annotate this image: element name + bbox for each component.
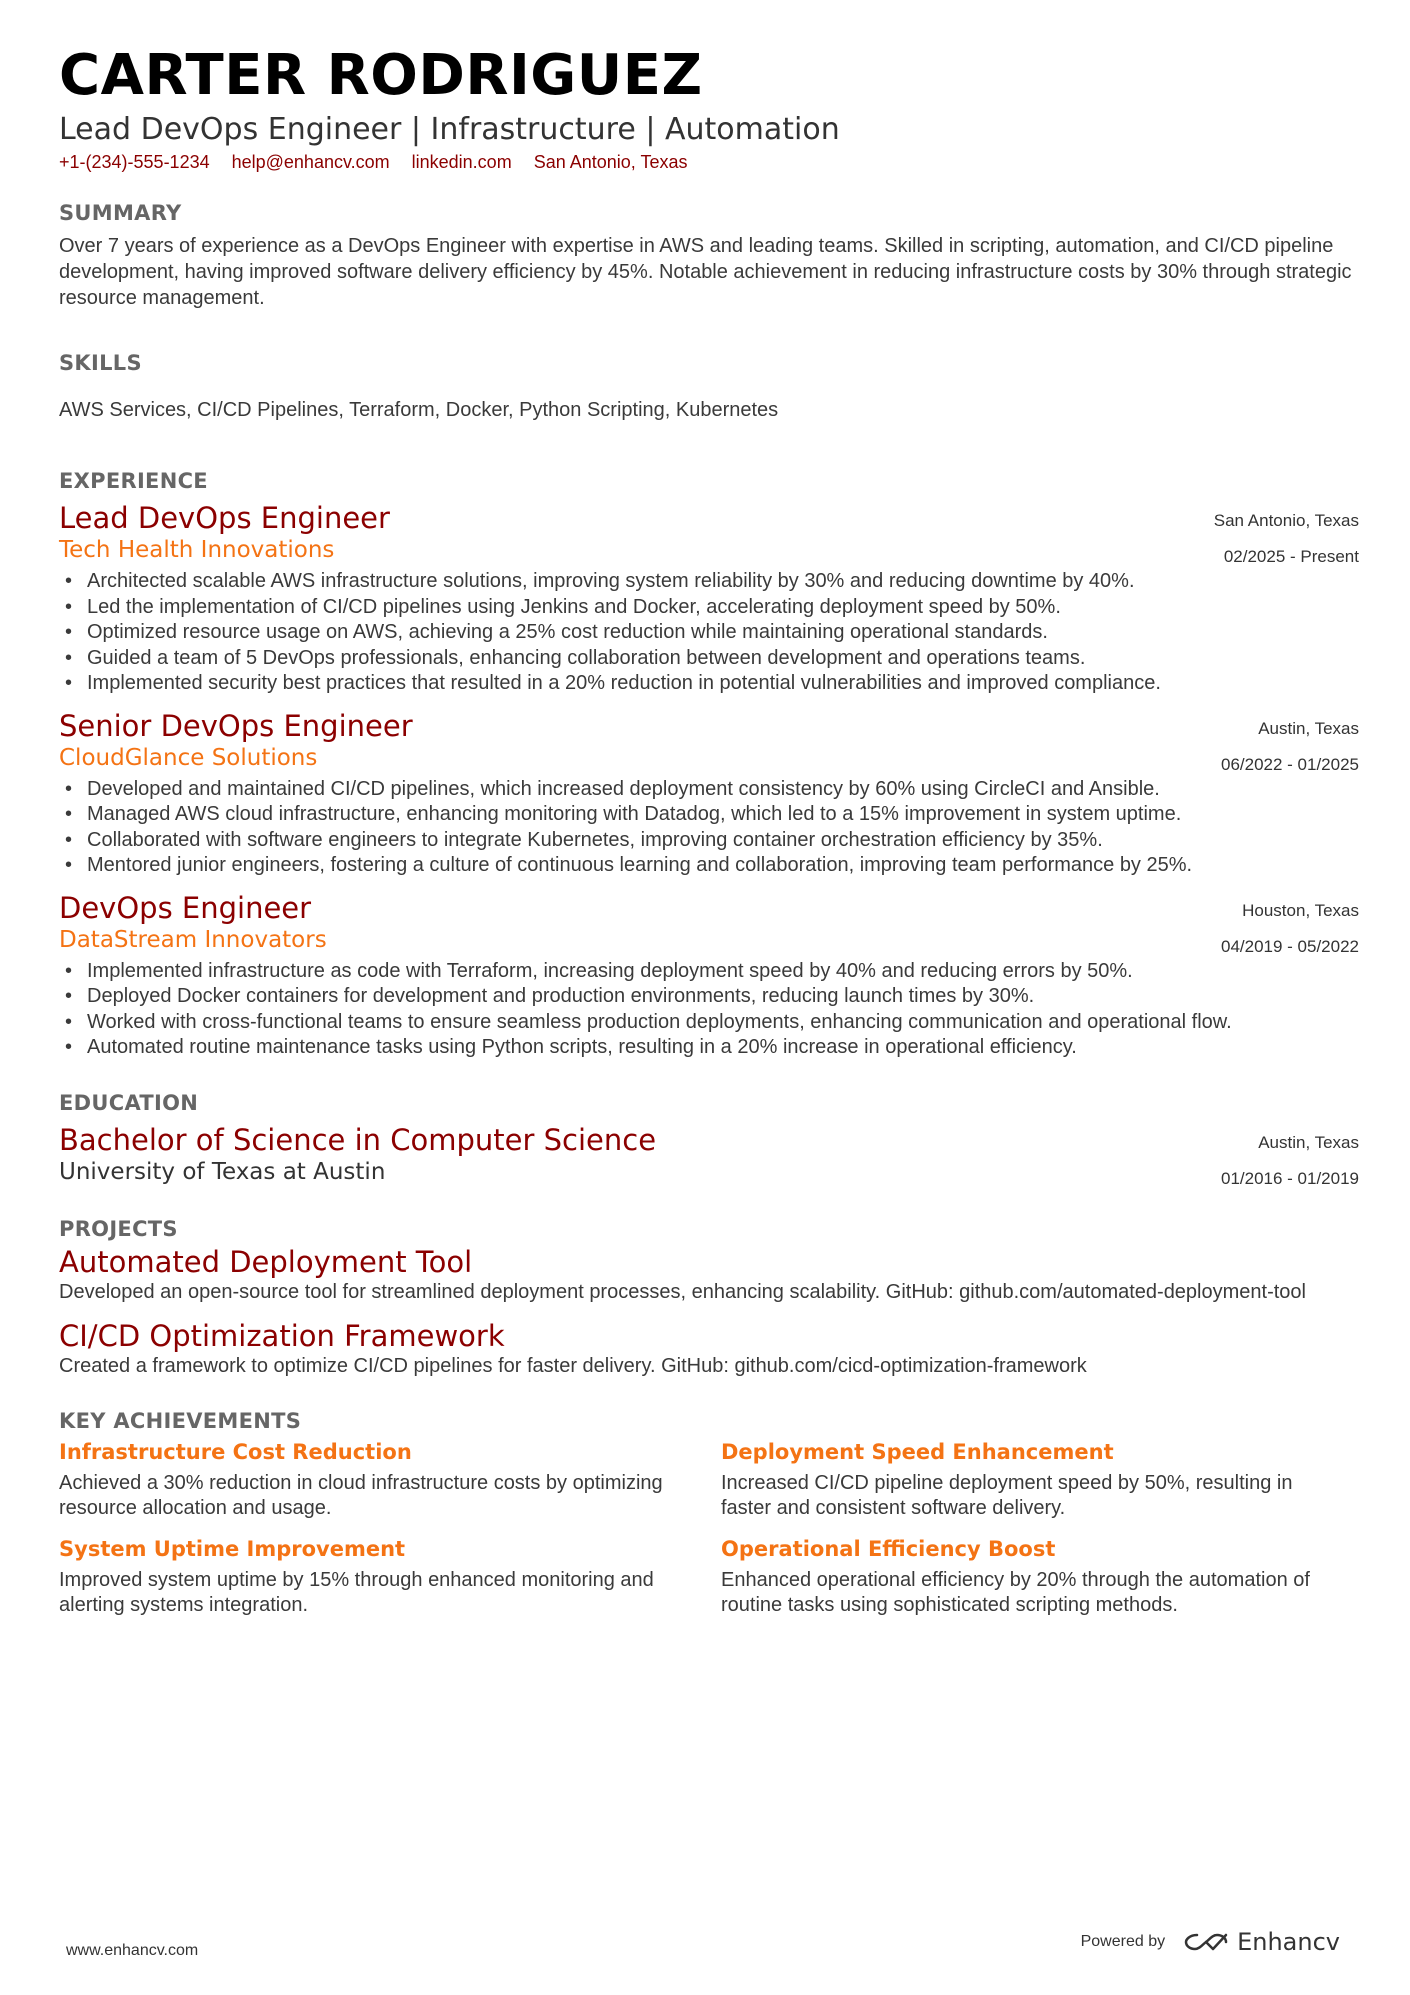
list-item: • Implemented infrastructure as code with Terraform, increasing deployment speed by 40% and reducing errors by 50%. (87, 959, 1359, 985)
skills-heading: SKILLS (59, 351, 142, 375)
job-company: Tech Health Innovations (59, 537, 335, 563)
job-meta (1221, 711, 1359, 783)
project-entry (59, 1245, 1359, 1305)
projects-heading: PROJECTS (59, 1216, 178, 1241)
achievement-item (59, 1534, 721, 1619)
enhancv-logo[interactable] (1183, 1928, 1340, 1956)
experience-heading: EXPERIENCE (59, 469, 208, 493)
job-location: Houston, Texas (1242, 900, 1359, 920)
achievement-title: Infrastructure Cost Reduction (59, 1439, 412, 1464)
job-meta (1214, 503, 1359, 575)
education-dates: 01/2016 - 01/2019 (1220, 1168, 1359, 1188)
achievements-grid (59, 1437, 1359, 1619)
job-title: DevOps Engineer (59, 890, 312, 925)
candidate-name: CARTER RODRIGUEZ (59, 43, 703, 108)
list-item: • Collaborated with software engineers to integrate Kubernetes, improving container orchestration efficiency by 35%. (87, 828, 1359, 854)
contact-email[interactable]: help@enhancv.com (231, 152, 390, 172)
list-item: • Managed AWS cloud infrastructure, enhancing monitoring with Datadog, which led to a 15% improvement in system uptime. (87, 802, 1359, 828)
footer-branding (1081, 1928, 1340, 1956)
education-heading: EDUCATION (59, 1090, 199, 1115)
achievement-item (721, 1437, 1341, 1522)
project-description: Developed an open-source tool for streamlined deployment processes, enhancing scalability. GitHub: github.com/automated-deployment-tool (59, 1280, 1306, 1303)
job-company: CloudGlance Solutions (59, 744, 318, 771)
job-entry (59, 891, 1359, 1061)
project-title: CI/CD Optimization Framework (59, 1318, 505, 1353)
job-bullets (59, 959, 1359, 1061)
achievement-title: Operational Efficiency Boost (721, 1536, 1056, 1561)
education-entry (59, 1123, 1359, 1187)
list-item: • Guided a team of 5 DevOps professionals, enhancing collaboration between development and operations teams. (87, 646, 1359, 672)
education-school: University of Texas at Austin (59, 1158, 386, 1185)
list-item: • Automated routine maintenance tasks using Python scripts, resulting in a 20% increase in operational efficiency. (87, 1035, 1359, 1061)
education-meta (1221, 1125, 1359, 1197)
skills-text: AWS Services, CI/CD Pipelines, Terraform, Docker, Python Scripting, Kubernetes (59, 399, 779, 421)
project-description: Created a framework to optimize CI/CD pipelines for faster delivery. GitHub: github.com/cicd-optimization-framework (59, 1354, 1087, 1377)
list-item: • Led the implementation of CI/CD pipelines using Jenkins and Docker, accelerating deployment speed by 50%. (87, 595, 1359, 621)
education-degree: Bachelor of Science in Computer Science (59, 1122, 657, 1157)
achievement-description: Improved system uptime by 15% through enhanced monitoring and alerting systems integration. (59, 1568, 654, 1616)
job-meta (1221, 893, 1359, 965)
list-item: • Mentored junior engineers, fostering a culture of continuous learning and collaboration, improving team performance by 25%. (87, 853, 1359, 879)
achievement-title: Deployment Speed Enhancement (721, 1439, 1114, 1464)
contact-row (59, 152, 1359, 173)
footer-website[interactable]: www.enhancv.com (66, 1942, 199, 1959)
contact-linkedin[interactable]: linkedin.com (411, 152, 512, 172)
powered-by-label: Powered by (1080, 1933, 1166, 1950)
job-location: San Antonio, Texas (1213, 511, 1359, 530)
list-item: • Worked with cross-functional teams to ensure seamless production deployments, enhancing communication and operational flow. (87, 1010, 1359, 1036)
list-item: • Implemented security best practices that resulted in a 20% reduction in potential vulnerabilities and improved compliance. (87, 671, 1359, 697)
job-title: Lead DevOps Engineer (59, 501, 390, 535)
achievement-title: System Uptime Improvement (59, 1536, 406, 1561)
achievement-item (721, 1534, 1341, 1619)
job-company: DataStream Innovators (59, 926, 327, 953)
list-item: • Optimized resource usage on AWS, achieving a 25% cost reduction while maintaining operational standards. (87, 620, 1359, 646)
job-location: Austin, Texas (1258, 718, 1359, 738)
job-dates: 04/2019 - 05/2022 (1220, 936, 1359, 956)
job-bullets (59, 777, 1359, 879)
list-item: • Architected scalable AWS infrastructure solutions, improving system reliability by 30% and reducing downtime by 40%. (87, 569, 1359, 595)
contact-location: San Antonio, Texas (533, 152, 688, 172)
job-dates: 06/2022 - 01/2025 (1220, 754, 1359, 774)
summary-heading: SUMMARY (59, 201, 182, 225)
job-entry (59, 709, 1359, 879)
job-dates: 02/2025 - Present (1223, 547, 1359, 566)
job-entry (59, 501, 1359, 697)
project-title: Automated Deployment Tool (59, 1244, 473, 1279)
education-location: Austin, Texas (1258, 1132, 1359, 1152)
contact-phone[interactable]: +1-(234)-555-1234 (59, 152, 210, 172)
job-bullets (59, 569, 1359, 697)
list-item: • Deployed Docker containers for development and production environments, reducing launch times by 30%. (87, 984, 1359, 1010)
summary-text: Over 7 years of experience as a DevOps Engineer with expertise in AWS and leading teams. Skilled in scripting, automation, and CI/CD pipeline development, having improved software delivery efficiency by 45%. Notable achievement in reducing infrastructure costs by 30% through strategic resource management. (59, 235, 1352, 309)
list-item: • Developed and maintained CI/CD pipelines, which increased deployment consistency by 60% using CircleCI and Ansible. (87, 777, 1359, 803)
job-title: Senior DevOps Engineer (59, 708, 413, 743)
project-entry (59, 1319, 1359, 1379)
achievements-heading: KEY ACHIEVEMENTS (59, 1408, 302, 1433)
achievement-description: Increased CI/CD pipeline deployment speed by 50%, resulting in faster and consistent software delivery. (721, 1471, 1293, 1519)
enhancv-logo-icon (1183, 1930, 1229, 1954)
resume-page (59, 40, 1359, 1619)
achievement-description: Enhanced operational efficiency by 20% through the automation of routine tasks using sophisticated scripting methods. (721, 1568, 1310, 1616)
enhancv-wordmark: Enhancv (1237, 1928, 1340, 1956)
achievement-description: Achieved a 30% reduction in cloud infrastructure costs by optimizing resource allocation and usage. (59, 1471, 663, 1519)
achievement-item (59, 1437, 721, 1522)
candidate-title: Lead DevOps Engineer | Infrastructure | Automation (59, 112, 840, 147)
